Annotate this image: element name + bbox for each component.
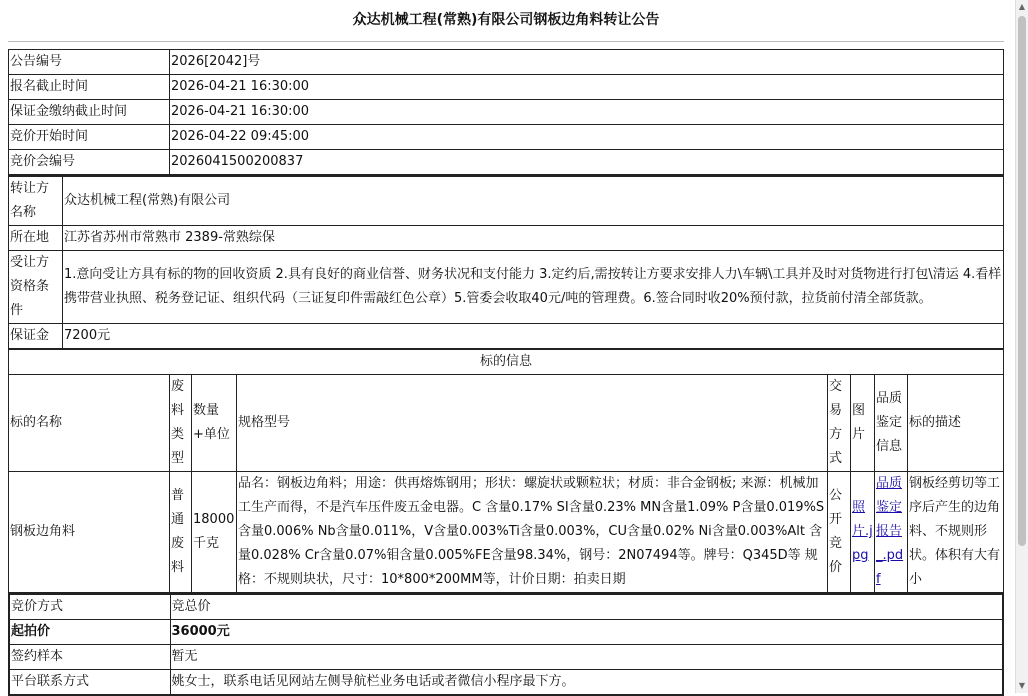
col-header-spec: 规格型号 bbox=[237, 375, 828, 472]
table-row bbox=[9, 100, 1004, 125]
transferor-name: 众达机械工程(常熟)有限公司 bbox=[63, 176, 1004, 226]
lot-qty: 18000千克 bbox=[192, 472, 237, 593]
transferor-name-label: 转让方名称 bbox=[9, 176, 63, 226]
row-value: 2026041500200837 bbox=[170, 150, 1004, 175]
row-label: 竞价方式 bbox=[9, 594, 170, 620]
qualification-label: 受让方资格条件 bbox=[9, 251, 63, 324]
page-title: 众达机械工程(常熟)有限公司钢板边角料转让公告 bbox=[352, 12, 660, 28]
row-label: 保证金缴纳截止时间 bbox=[9, 100, 170, 125]
row-label: 竞价会编号 bbox=[9, 150, 170, 175]
deposit-label: 保证金 bbox=[9, 324, 63, 349]
col-header-qty: 数量+单位 bbox=[192, 375, 237, 472]
col-header-trade: 交易方式 bbox=[828, 375, 851, 472]
photo-link[interactable]: 照片.jpg bbox=[852, 500, 873, 563]
table-row bbox=[9, 350, 1004, 375]
lot-data-row bbox=[9, 472, 1004, 593]
table-row bbox=[9, 226, 1004, 251]
row-value: 2026-04-22 09:45:00 bbox=[170, 125, 1004, 150]
lot-table bbox=[8, 349, 1004, 593]
location-value: 江苏省苏州市常熟市 2389-常熟综保 bbox=[63, 226, 1004, 251]
table-row bbox=[9, 594, 1003, 620]
lot-quality-cell bbox=[875, 472, 908, 593]
col-header-waste-type: 废料类型 bbox=[170, 375, 192, 472]
auction-table bbox=[8, 593, 1004, 696]
row-value: 竞总价 bbox=[170, 594, 1003, 620]
table-row bbox=[9, 324, 1004, 349]
lot-section-title: 标的信息 bbox=[9, 350, 1004, 375]
lot-waste-type: 普通废料 bbox=[170, 472, 192, 593]
row-value: 2026-04-21 16:30:00 bbox=[170, 75, 1004, 100]
table-row bbox=[9, 620, 1003, 645]
lot-spec: 品名：钢板边角料；用途：供再熔炼钢用；形状：螺旋状或颗粒状；材质：非合金钢板; 来源：机械加工生产而得，不是汽车压件废五金电器。C 含量0.17% SI含量0.23% MN含量1.09% P含量0.019%S含量0.006% Nb含量0.011%，V含量0.003%Ti含量0.003%，CU含量0.02% Ni含量0.003%Alt 含量0.028% Cr含量0.07%钼含量0.005%FE含量98.34%，钢号：2N07494等。牌号：Q345D等 规格：不规则块状，尺寸：10*800*200MM等，计价日期：拍卖日期 bbox=[237, 472, 828, 593]
row-label: 平台联系方式 bbox=[9, 670, 170, 696]
row-label: 签约样本 bbox=[9, 645, 170, 670]
table-row bbox=[9, 645, 1003, 670]
scroll-up-icon[interactable]: ▲ bbox=[1018, 2, 1026, 11]
vertical-scrollbar[interactable] bbox=[1015, 0, 1028, 693]
lot-desc: 钢板经剪切等工序后产生的边角料、不规则形状。体积有大有小 bbox=[908, 472, 1004, 593]
qualification-value: 1.意向受让方具有标的物的回收资质 2.具有良好的商业信誉、财务状况和支付能力 3.定约后,需按转让方要求安排人力\车辆\工具并及时对货物进行打包\清运 4.看样携带营业执照、税务登记证、组织代码（三证复印件需敲红色公章）5.管委会收取40元/吨的管理费。6.签合同时收20%预付款，拉货前付清全部货款。 bbox=[63, 251, 1004, 324]
transferor-table bbox=[8, 175, 1004, 349]
lot-photo-cell bbox=[851, 472, 875, 593]
table-row bbox=[9, 125, 1004, 150]
row-label: 竞价开始时间 bbox=[9, 125, 170, 150]
table-row bbox=[9, 251, 1004, 324]
scroll-thumb[interactable] bbox=[1018, 16, 1026, 546]
basic-info-table bbox=[8, 49, 1004, 175]
location-label: 所在地 bbox=[9, 226, 63, 251]
col-header-desc: 标的描述 bbox=[908, 375, 1004, 472]
row-label: 公告编号 bbox=[9, 50, 170, 75]
quality-report-link[interactable]: 品质鉴定报告_.pdf bbox=[876, 476, 904, 587]
table-row bbox=[9, 176, 1004, 226]
col-header-quality: 品质鉴定信息 bbox=[875, 375, 908, 472]
announcement-page bbox=[8, 0, 1004, 696]
deposit-value: 7200元 bbox=[63, 324, 1004, 349]
row-label: 报名截止时间 bbox=[9, 75, 170, 100]
lot-header-row bbox=[9, 375, 1004, 472]
table-row bbox=[9, 670, 1003, 696]
title-divider bbox=[8, 41, 1004, 42]
row-value: 暂无 bbox=[170, 645, 1003, 670]
lot-name: 钢板边角料 bbox=[9, 472, 170, 593]
table-row bbox=[9, 150, 1004, 175]
col-header-photo: 图片 bbox=[851, 375, 875, 472]
col-header-name: 标的名称 bbox=[9, 375, 170, 472]
start-price-value: 36000元 bbox=[170, 620, 1003, 645]
table-row bbox=[9, 50, 1004, 75]
table-row bbox=[9, 75, 1004, 100]
row-value: 2026-04-21 16:30:00 bbox=[170, 100, 1004, 125]
row-value: 姚女士，联系电话见网站左侧导航栏业务电话或者微信小程序最下方。 bbox=[170, 670, 1003, 696]
scroll-down-icon[interactable]: ▼ bbox=[1018, 681, 1026, 690]
row-value: 2026[2042]号 bbox=[170, 50, 1004, 75]
lot-trade: 公开竞价 bbox=[828, 472, 851, 593]
start-price-label: 起拍价 bbox=[9, 620, 170, 645]
